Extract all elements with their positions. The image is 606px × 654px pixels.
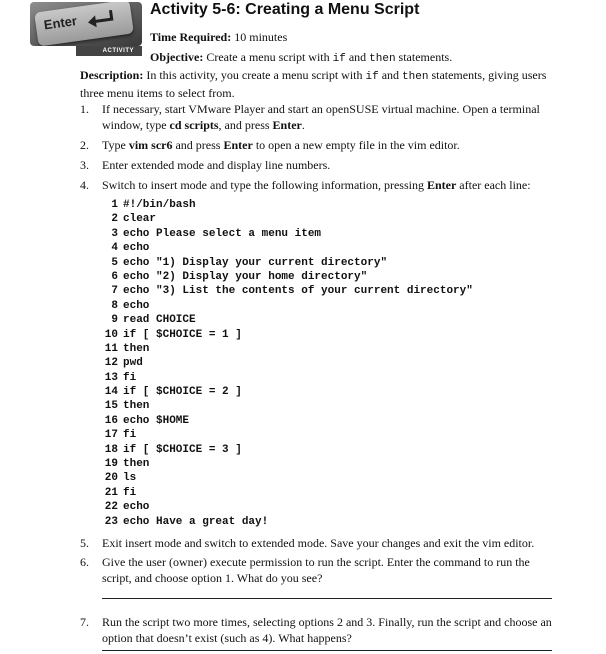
line-number: 20 bbox=[104, 472, 118, 485]
step-text: to open a new empty file in the vim editor. bbox=[252, 138, 460, 152]
line-number: 8 bbox=[111, 299, 118, 312]
step-number: 5. bbox=[80, 536, 89, 550]
code-line bbox=[102, 486, 473, 500]
code-line bbox=[102, 212, 473, 226]
activity-header bbox=[0, 0, 606, 66]
code-text: if [ $CHOICE = 2 ] bbox=[123, 386, 242, 399]
objective-code-if: if bbox=[332, 53, 346, 65]
code-line bbox=[102, 198, 473, 212]
step-3 bbox=[80, 157, 562, 173]
step-number: 6. bbox=[80, 555, 89, 569]
code-text: echo Have a great day! bbox=[123, 515, 269, 528]
objective-text-pre: Create a menu script with bbox=[206, 50, 333, 64]
step-6 bbox=[80, 554, 562, 586]
activity-bar bbox=[76, 46, 142, 56]
line-number: 22 bbox=[104, 501, 118, 514]
code-line bbox=[102, 313, 473, 327]
code-text: echo "2) Display your home directory" bbox=[123, 270, 368, 283]
step-text: If necessary, start VMware Player and start an openSUSE virtual machine. Open a terminal window, type bbox=[102, 102, 540, 132]
code-line bbox=[102, 371, 473, 385]
step-text: Run the script two more times, selecting options 2 and 3. Finally, run the script and choose an option that doesn’t exist (such as 4). What happens? bbox=[102, 615, 552, 645]
step-text: Switch to insert mode and type the following information, pressing bbox=[102, 178, 427, 192]
line-number: 23 bbox=[104, 515, 118, 528]
code-text: echo bbox=[123, 299, 150, 312]
code-text: read CHOICE bbox=[123, 314, 196, 327]
description-code-then: then bbox=[402, 71, 429, 83]
line-number: 14 bbox=[104, 386, 118, 399]
code-line bbox=[102, 356, 473, 370]
code-line bbox=[102, 399, 473, 413]
line-number: 19 bbox=[104, 458, 118, 471]
line-number: 18 bbox=[104, 443, 118, 456]
code-text: #!/bin/bash bbox=[123, 199, 196, 211]
code-line bbox=[102, 471, 473, 485]
code-line bbox=[102, 227, 473, 241]
code-line bbox=[102, 385, 473, 399]
line-number: 16 bbox=[104, 414, 118, 427]
description-code-if: if bbox=[365, 71, 379, 83]
code-line bbox=[102, 428, 473, 442]
code-text: pwd bbox=[123, 357, 143, 370]
line-number: 1 bbox=[111, 199, 118, 211]
step-number: 3. bbox=[80, 158, 89, 172]
line-number: 3 bbox=[111, 227, 118, 240]
line-number: 6 bbox=[111, 270, 118, 283]
line-number: 17 bbox=[104, 429, 118, 442]
step-command: vim scr6 bbox=[128, 138, 173, 152]
description-label: Description: bbox=[80, 68, 144, 82]
step-2 bbox=[80, 137, 562, 153]
step-text: , and press bbox=[218, 118, 273, 132]
objective-text-post: statements. bbox=[395, 50, 453, 64]
activity-title: Activity 5-6: Creating a Menu Script bbox=[150, 1, 420, 18]
step-7 bbox=[80, 614, 562, 646]
code-text: echo "3) List the contents of your current directory" bbox=[123, 285, 473, 298]
description bbox=[80, 67, 562, 101]
step-1 bbox=[80, 101, 562, 133]
step-command: cd scripts bbox=[169, 118, 219, 132]
step-text: Give the user (owner) execute permission to run the script. Enter the command to run the script, and choose option 1. What do you see? bbox=[102, 555, 530, 585]
line-number: 12 bbox=[104, 357, 118, 370]
code-line bbox=[102, 241, 473, 255]
code-line bbox=[102, 284, 473, 298]
step-number: 4. bbox=[80, 178, 89, 192]
objective-label: Objective: bbox=[150, 50, 204, 64]
step-key: Enter bbox=[426, 178, 457, 192]
step-4 bbox=[80, 177, 562, 193]
step-text: Type bbox=[102, 138, 129, 152]
code-text: then bbox=[123, 458, 150, 471]
code-text: fi bbox=[123, 486, 137, 499]
step-key: Enter bbox=[223, 138, 253, 152]
line-number: 15 bbox=[104, 400, 118, 413]
code-line bbox=[102, 515, 473, 529]
step-text: Enter extended mode and display line numbers. bbox=[102, 158, 331, 172]
code-text: then bbox=[123, 400, 150, 413]
answer-line-6 bbox=[102, 598, 552, 599]
time-required bbox=[150, 30, 287, 45]
objective-text-mid: and bbox=[345, 50, 370, 64]
line-number: 9 bbox=[111, 314, 118, 327]
code-text: fi bbox=[123, 429, 137, 442]
enter-key-label: Enter bbox=[42, 13, 78, 33]
code-text: fi bbox=[123, 371, 137, 384]
code-text: echo bbox=[123, 501, 150, 514]
objective bbox=[150, 50, 452, 65]
code-text: if [ $CHOICE = 1 ] bbox=[123, 328, 242, 341]
step-text: and press bbox=[172, 138, 224, 152]
description-text-mid: and bbox=[378, 68, 403, 82]
time-required-value: 10 minutes bbox=[234, 30, 288, 44]
code-line bbox=[102, 457, 473, 471]
time-required-label: Time Required: bbox=[150, 30, 232, 44]
enter-keycap bbox=[34, 2, 134, 46]
code-text: echo bbox=[123, 242, 150, 255]
code-text: echo $HOME bbox=[123, 414, 190, 427]
enter-arrow-icon bbox=[84, 8, 116, 32]
step-key: Enter bbox=[272, 118, 302, 132]
code-line bbox=[102, 443, 473, 457]
line-number: 10 bbox=[104, 328, 118, 341]
code-line bbox=[102, 500, 473, 514]
line-number: 4 bbox=[111, 242, 118, 255]
step-number: 1. bbox=[80, 102, 89, 116]
code-text: ls bbox=[123, 472, 137, 485]
step-number: 2. bbox=[80, 138, 89, 152]
step-text: Exit insert mode and switch to extended mode. Save your changes and exit the vim editor. bbox=[102, 536, 535, 550]
step-text: after each line: bbox=[456, 178, 531, 192]
step-5 bbox=[80, 535, 562, 551]
description-text-post: statements, giving users three menu items to select from. bbox=[80, 68, 547, 100]
code-text: echo "1) Display your current directory" bbox=[123, 256, 388, 269]
objective-code-then: then bbox=[369, 53, 396, 65]
code-line bbox=[102, 256, 473, 270]
steps-list-continued bbox=[80, 535, 562, 650]
answer-line-7 bbox=[102, 650, 552, 651]
steps-list bbox=[80, 101, 562, 197]
code-listing bbox=[102, 198, 473, 529]
enter-key-image bbox=[30, 2, 142, 46]
step-number: 7. bbox=[80, 615, 89, 629]
code-text: if [ $CHOICE = 3 ] bbox=[123, 443, 242, 456]
code-text: then bbox=[123, 342, 150, 355]
code-line bbox=[102, 414, 473, 428]
line-number: 13 bbox=[104, 371, 118, 384]
code-line bbox=[102, 299, 473, 313]
activity-label: ACTIVITY bbox=[102, 48, 134, 54]
line-number: 5 bbox=[111, 256, 118, 269]
code-line bbox=[102, 270, 473, 284]
code-line bbox=[102, 328, 473, 342]
line-number: 7 bbox=[111, 285, 118, 298]
line-number: 2 bbox=[111, 213, 118, 226]
line-number: 21 bbox=[104, 486, 118, 499]
code-text: echo Please select a menu item bbox=[123, 227, 322, 240]
code-text: clear bbox=[123, 213, 157, 226]
code-line bbox=[102, 342, 473, 356]
line-number: 11 bbox=[104, 342, 118, 355]
step-text: . bbox=[301, 118, 305, 132]
description-text-pre: In this activity, you create a menu script with bbox=[146, 68, 366, 82]
